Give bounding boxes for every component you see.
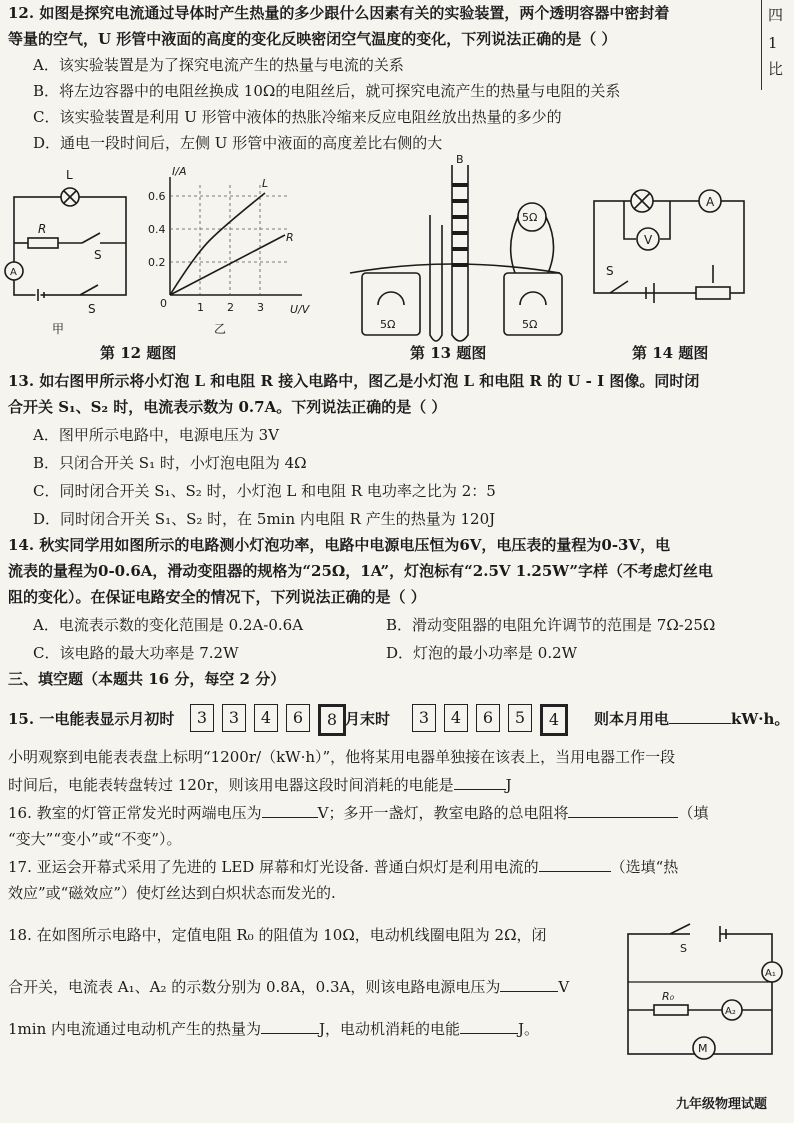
q14-stem-line1: 14. 秋实同学用如图所示的电路测小灯泡功率，电路中电源电压恒为6V，电压表的量程为0-3V，电 [8,536,671,554]
meter-end-digit: 5 [508,704,532,732]
q16-text-a: 16. 教室的灯管正常发光时两端电压为 [8,804,262,822]
q12-stem-line2: 等量的空气，U 形管中液面的高度的变化反映密闭空气温度的变化，下列说法正确的是（ ） [8,30,617,48]
curve-L-label: L [262,177,269,190]
q14-option-b: B．滑动变阻器的电阻允许调节的范围是 7Ω-25Ω [386,616,716,634]
fig18-a1-label: A₁ [765,968,776,979]
label-S: S [94,248,102,262]
q16-line2: “变大”“变小”或“不变”）。 [8,830,182,848]
rheostat-icon [696,287,730,299]
q13-stem-line1: 13. 如右图甲所示将小灯泡 L 和电阻 R 接入电路中，图乙是小灯泡 L 和电阻 R 的 U - I 图像。同时闭 [8,372,700,390]
fig12-ui-graph [148,165,311,336]
meter-start-digit: 3 [190,704,214,732]
q12-stem-line1: 12. 如图是探究电流通过导体时产生热量的多少跟什么因素有关的实验装置，两个透明容器中密封着 [8,4,670,22]
q18-text-3c: J。 [518,1020,540,1038]
curve-R-label: R [286,231,294,244]
q16-text-c: （填 [678,804,709,822]
x-tick-1: 1 [197,301,204,314]
fig12-circuit-labels [10,168,102,336]
q15-line3-unit: J [505,776,512,794]
q15-prefix: 15. 一电能表显示月初时 [8,710,175,728]
fig14-labels [606,195,715,278]
label-S1: S [88,302,96,316]
q12-option-d: D．通电一段时间后，左侧 U 形管中液面的高度差比右侧的大 [33,134,443,152]
q15-answer-blank-1[interactable] [669,709,731,724]
footer-paper-title: 九年级物理试题 [676,1097,768,1112]
meter-end-digit: 4 [444,704,468,732]
label-R: R [38,222,47,236]
switch-s-icon [82,233,100,243]
q14-stem-line2: 流表的量程为0-0.6A，滑动变阻器的规格为“25Ω，1A”，灯泡标有“2.5V 1.25W”字样（不考虑灯丝电 [8,562,714,580]
q17-line1 [8,856,678,878]
q13-option-a: A．图甲所示电路中，电源电压为 3V [33,426,279,444]
r-top-label: 5Ω [522,211,538,224]
resistor-r-icon [28,238,58,248]
fig12-circuit-diagram [5,188,126,301]
switch-icon [670,924,690,934]
label-L: L [66,168,73,182]
q18-answer-blank-3[interactable] [460,1019,518,1034]
q15-line2: 小明观察到电能表表盘上标明“1200r/（kW·h）”，他将某用电器单独接在该表上，当用电器工作一段 [8,748,676,766]
q18-line3 [8,1018,539,1040]
q18-text-2a: 合开关，电流表 A₁、A₂ 的示数分别为 0.8A，0.3A，则该电路电源电压为 [8,978,501,996]
ammeter-label: A [706,195,715,209]
q14-option-c: C．该电路的最大功率是 7.2W [33,644,239,662]
q16-answer-blank-2[interactable] [568,803,678,818]
switch-label: S [606,264,614,278]
section-3-heading: 三、填空题（本题共 16 分，每空 2 分） [8,670,286,688]
figures-row [0,155,790,365]
q16-line1 [8,802,708,824]
q15-line3-text: 时间后，电能表转盘转过 120r，则该用电器这段时间消耗的电能是 [8,776,454,794]
x-tick-2: 2 [227,301,234,314]
edge-char-1: 四 [768,6,784,24]
q13-option-c: C．同时闭合开关 S₁、S₂ 时，小灯泡 L 和电阻 R 电功率之比为 2：5 [33,482,496,500]
fig14-caption: 第 14 题图 [632,344,709,362]
label-jia: 甲 [52,322,65,336]
meter-start-reading [190,704,346,736]
x-axis-label: U/V [290,303,310,316]
y-tick-0.2: 0.2 [148,256,166,269]
q18-text-3a: 1min 内电流通过电动机产生的热量为 [8,1020,261,1038]
meter-end-digit-decimal: 4 [540,704,568,736]
q15-answer-blank-2[interactable] [454,775,506,790]
q18-line2 [8,976,569,998]
fig13-caption: 第 13 题图 [410,344,487,362]
label-ammeter: A [10,267,17,278]
fig12-caption: 第 12 题图 [100,344,177,362]
curve-R [170,235,285,295]
q12-option-c: C．该实验装置是利用 U 形管中液体的热胀冷缩来反应电阻丝放出热量的多少的 [33,108,562,126]
q15-line3 [8,774,512,796]
q15-middle: 月末时 [345,710,391,728]
q14-option-d: D．灯泡的最小功率是 0.2W [386,644,578,662]
q18-text-3b: J，电动机消耗的电能 [319,1020,461,1038]
q15-post [594,708,789,730]
resistor-r0-icon [654,1005,688,1015]
q17-answer-blank[interactable] [539,857,611,872]
edge-char-3: 比 [768,60,784,78]
q18-answer-blank-2[interactable] [261,1019,319,1034]
y-tick-0.6: 0.6 [148,190,166,203]
q17-text-b: （选填“热 [610,858,679,876]
q12-option-b: B．将左边容器中的电阻丝换成 10Ω的电阻丝后，就可探究电流产生的热量与电阻的关系 [33,82,621,100]
q18-answer-blank-1[interactable] [500,977,558,992]
q18-text-2b: V [558,978,570,996]
y-tick-0.4: 0.4 [148,223,166,236]
label-B: B [456,155,464,166]
edge-char-2: 1 [768,34,778,52]
q13-option-b: B．只闭合开关 S₁ 时，小灯泡电阻为 4Ω [33,454,307,472]
switch-icon [610,281,628,293]
x-tick-3: 3 [257,301,264,314]
switch-s1-icon [80,285,98,295]
meter-start-digit: 4 [254,704,278,732]
fig18-circuit-diagram [620,914,790,1064]
fig18-motor-label: M [698,1042,708,1055]
meter-start-digit: 3 [222,704,246,732]
q16-text-b: V；多开一盏灯，教室电路的总电阻将 [317,804,569,822]
y-axis-label: I/A [172,165,187,178]
meter-start-digit-decimal: 8 [318,704,346,736]
y-tick-0: 0 [160,297,167,310]
q17-text-a: 17. 亚运会开幕式采用了先进的 LED 屏幕和灯光设备. 普通白炽灯是利用电流的 [8,858,539,876]
fig14-circuit-diagram [594,190,744,303]
r-right-label: 5Ω [522,318,538,331]
q14-option-a: A．电流表示数的变化范围是 0.2A-0.6A [33,616,304,634]
meter-end-digit: 3 [412,704,436,732]
q15-unit: kW·h。 [731,710,790,728]
meter-end-digit: 6 [476,704,500,732]
meter-start-digit: 6 [286,704,310,732]
fig18-r0-label: R₀ [662,990,675,1003]
fig13-apparatus [350,165,562,341]
q16-answer-blank-1[interactable] [262,803,318,818]
fig18-switch-label: S [680,942,687,955]
q13-stem-line2: 合开关 S₁、S₂ 时，电流表示数为 0.7A。下列说法正确的是（ ） [8,398,447,416]
right-margin-column [761,0,794,90]
label-yi: 乙 [214,322,227,336]
fig18-a2-label: A₂ [725,1006,736,1017]
meter-end-reading [412,704,568,736]
q15-post-text: 则本月用电 [594,710,670,728]
voltmeter-label: V [644,233,653,247]
q18-line1: 18. 在如图所示电路中，定值电阻 R₀ 的阻值为 10Ω，电动机线圈电阻为 2Ω，闭 [8,926,547,944]
curve-L [170,193,265,295]
q17-line2: 效应”或“磁效应”）使灯丝达到白炽状态而发光的. [8,884,336,902]
q13-option-d: D．同时闭合开关 S₁、S₂ 时，在 5min 内电阻 R 产生的热量为 120J [33,510,496,528]
q12-option-a: A．该实验装置是为了探究电流产生的热量与电流的关系 [33,56,404,74]
q14-stem-line3: 阻的变化）。在保证电路安全的情况下，下列说法正确的是（ ） [8,588,426,606]
r-left-label: 5Ω [380,318,396,331]
